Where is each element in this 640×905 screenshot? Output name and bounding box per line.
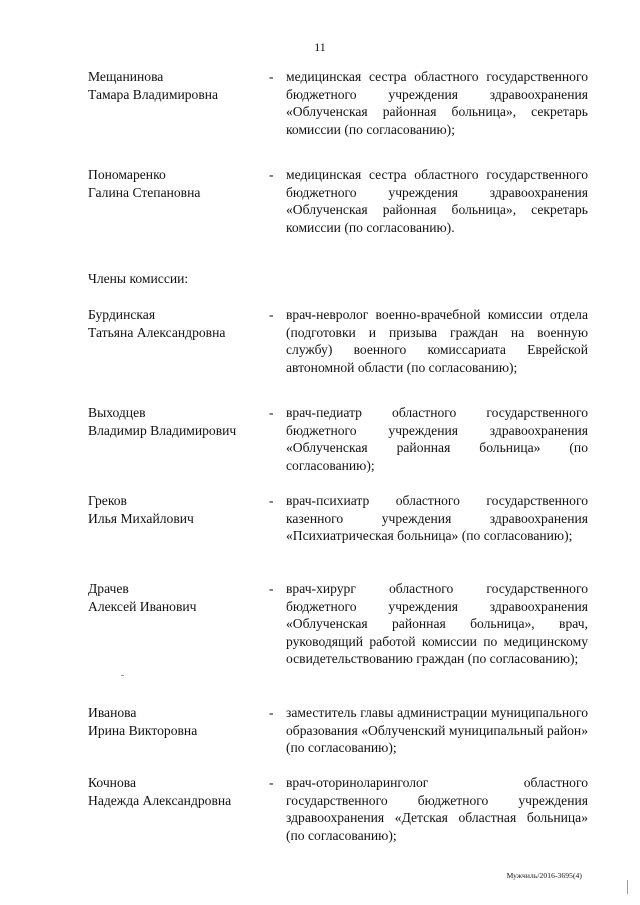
member-description: врач-психиатр областного государственного казенного учреждения здравоохранения «Психиатрическая больница» (по согласованию); <box>286 493 588 543</box>
member-description: медицинская сестра областного государственного бюджетного учреждения здравоохранения «Облученская районная больница», секретарь комиссии (по согласованию); <box>286 69 588 137</box>
document-code: Мужчиль/2016-3695(4) <box>506 871 582 880</box>
member-description: врач-педиатр областного государственного бюджетного учреждения здравоохранения «Облученская районная больница» (по согласованию); <box>286 405 588 473</box>
member-name <box>88 492 268 527</box>
member-given-names: Владимир Владимирович <box>88 422 237 438</box>
page-number: 11 <box>314 40 326 54</box>
member-surname: Драчев <box>88 581 129 596</box>
member-name <box>88 166 268 201</box>
member-surname: Выходцев <box>88 405 146 420</box>
section-heading: Члены комиссии: <box>88 271 189 286</box>
member-given-names: Татьяна Александровна <box>88 324 226 340</box>
member-surname: Греков <box>88 493 127 508</box>
scan-artifact <box>121 675 124 676</box>
dash-separator: - <box>269 493 274 508</box>
member-description: врач-невролог военно-врачебной комиссии отдела (подготовки и призыва граждан на военную службу) военного комиссариата Еврейской автономной области (по согласованию); <box>286 307 588 375</box>
dash-separator: - <box>269 775 274 790</box>
member-name <box>88 704 268 739</box>
member-name <box>88 404 268 439</box>
member-surname: Пономаренко <box>88 167 166 182</box>
dash-separator: - <box>269 405 274 420</box>
dash-separator: - <box>269 581 274 596</box>
member-description: медицинская сестра областного государственного бюджетного учреждения здравоохранения «Облученская районная больница», секретарь комиссии (по согласованию). <box>286 167 588 235</box>
member-surname: Иванова <box>88 705 137 720</box>
member-given-names: Тамара Владимировна <box>88 86 219 102</box>
member-given-names: Илья Михайлович <box>88 510 194 526</box>
member-description: врач-хирург областного государственного бюджетного учреждения здравоохранения «Облученская районная больница», врач, руководящий работой комиссии по медицинскому освидетельствованию граждан (по согласованию); <box>286 581 588 666</box>
member-surname: Кочнова <box>88 775 137 790</box>
scan-artifact <box>627 880 628 894</box>
member-name <box>88 68 268 103</box>
dash-separator: - <box>269 705 274 720</box>
member-name <box>88 306 268 341</box>
member-given-names: Галина Степановна <box>88 184 201 200</box>
member-name <box>88 774 268 809</box>
member-surname: Бурдинская <box>88 307 156 322</box>
member-given-names: Алексей Иванович <box>88 598 197 614</box>
member-name <box>88 580 268 615</box>
member-given-names: Надежда Александровна <box>88 792 232 808</box>
dash-separator: - <box>269 307 274 322</box>
dash-separator: - <box>269 167 274 182</box>
member-surname: Мещанинова <box>88 69 164 84</box>
member-description: врач-оториноларинголог областного государственного бюджетного учреждения здравоохранения «Детская областная больница» (по согласованию); <box>286 775 588 843</box>
dash-separator: - <box>269 69 274 84</box>
member-given-names: Ирина Викторовна <box>88 722 198 738</box>
member-description: заместитель главы администрации муниципального образования «Облученский муниципальный район» (по согласованию); <box>286 705 588 755</box>
